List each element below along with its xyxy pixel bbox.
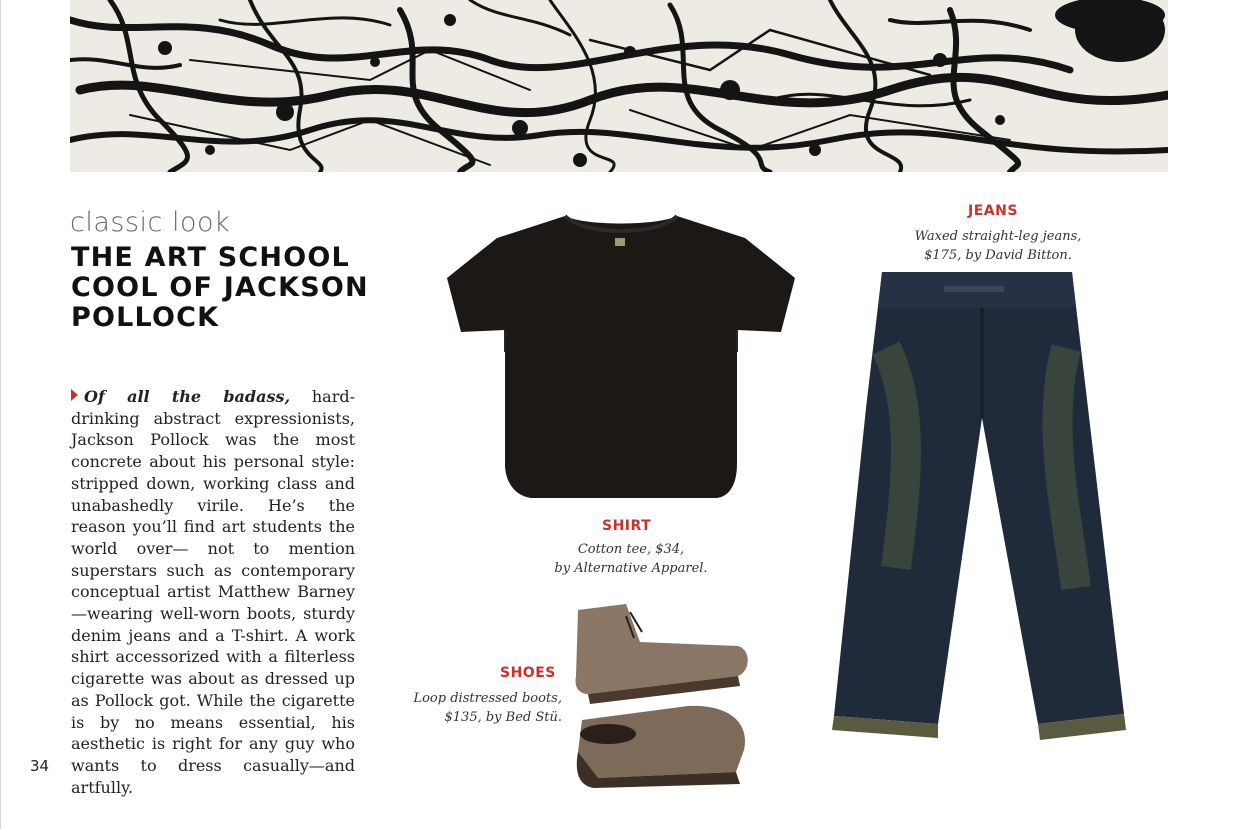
shoes-description-line-2: $135, by Bed Stü. bbox=[444, 710, 562, 725]
boots-product-image bbox=[568, 602, 758, 792]
page-edge bbox=[0, 0, 1, 829]
bullet-arrow-icon bbox=[71, 389, 78, 401]
page-number: 34 bbox=[30, 757, 50, 775]
section-kicker: classic look bbox=[70, 207, 231, 238]
shirt-description-line-2: by Alternative Apparel. bbox=[554, 561, 708, 576]
shirt-description bbox=[534, 540, 728, 578]
article-headline: THE ART SCHOOL COOL OF JACKSON POLLOCK bbox=[71, 242, 369, 333]
jeans-product-image bbox=[826, 268, 1136, 748]
jeans-label: JEANS bbox=[968, 203, 1018, 219]
article-body-text: hard-drinking abstract expressionists, Jackson Pollock was the most concrete about his personal style: stripped down, working class and unabashedly virile. He’s the reason you’ll find art students the world over— not to mention superstars such as contemporary conceptual artist Matthew Barney—wearing well-worn boots, sturdy denim jeans and a T-shirt. A work shirt accessorized with a filterless cigarette was about as dressed up as Pollock got. While the cigarette is by no means essential, his aesthetic is right for any guy who wants to dress casually—and artfully. bbox=[71, 387, 355, 797]
article-lead-in: Of all the badass, bbox=[84, 387, 291, 406]
shoes-label: SHOES bbox=[500, 665, 556, 681]
jeans-description-line-1: Waxed straight-leg jeans, bbox=[914, 229, 1082, 244]
shoes-description-line-1: Loop distressed boots, bbox=[413, 691, 562, 706]
shirt-description-line-1: Cotton tee, $34, bbox=[577, 542, 685, 557]
shoes-description bbox=[382, 689, 562, 727]
jeans-description bbox=[906, 227, 1090, 265]
tshirt-product-image bbox=[445, 212, 797, 502]
shirt-label: SHIRT bbox=[602, 518, 652, 534]
hero-painting-image bbox=[70, 0, 1168, 172]
article-body bbox=[71, 386, 355, 798]
jeans-description-line-2: $175, by David Bitton. bbox=[924, 248, 1072, 263]
